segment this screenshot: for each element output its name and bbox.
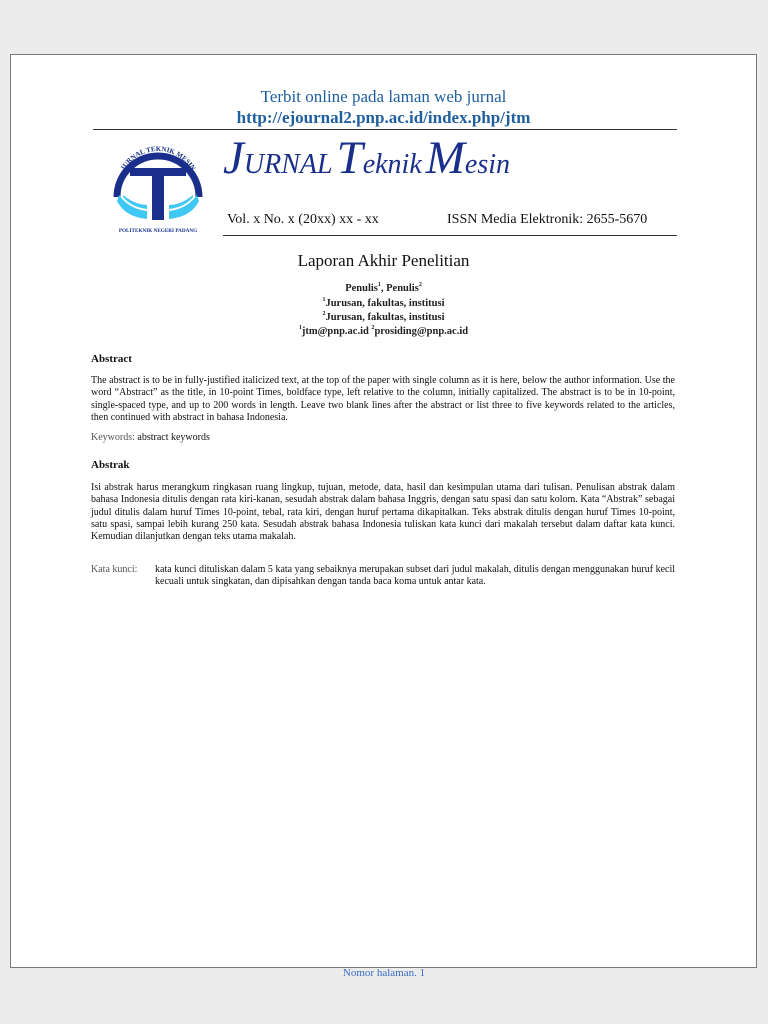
keywords-value: abstract keywords — [137, 432, 210, 443]
author-emails: $^1$jtm@pnp.ac.id $^2$prosiding@pnp.ac.id — [298, 325, 469, 337]
affiliation-1: $^1$Jurusan, fakultas, institusi — [322, 297, 445, 309]
header-bottom-rule — [223, 235, 677, 236]
affiliation-2: $^2$Jurusan, fakultas, institusi — [322, 311, 445, 323]
abstract-text: The abstract is to be in fully-justified italicized text, at the top of the paper with single column as it is here, below the author information. Use the word “Abstract” as the title, in 10-point Times, boldface type, left relative to the column, initially capitalized. The abstract is to be in 10-point, single-spaced type, and up to 200 words in length. Leave two blank lines after the abstract or list three to five keywords related to the articles, then continued with abstract in bahasa Indonesia. — [91, 375, 675, 423]
logo-top-text: JURNAL TEKNIK MESIN — [118, 144, 198, 172]
abstract-heading: Abstract — [91, 353, 132, 365]
page-number: Nomor halaman. 1 — [342, 967, 426, 979]
author-line: Penulis$^1$, Penulis$^2$ — [345, 282, 422, 294]
logo-bottom-text: POLITEKNIK NEGERI PADANG — [118, 228, 198, 234]
keywords-label: Keywords: — [91, 432, 138, 443]
abstrak-heading: Abstrak — [91, 459, 130, 471]
paper-title: Laporan Akhir Penelitian — [297, 251, 470, 270]
journal-name: JURNAL Teknik Mesin — [223, 132, 511, 184]
issn-info: ISSN Media Elektronik: 2655-5670 — [447, 212, 648, 227]
keywords-line — [91, 432, 210, 443]
journal-logo — [105, 135, 211, 241]
publication-note: Terbit online pada laman web jurnal — [260, 87, 507, 106]
kata-kunci-block — [91, 564, 675, 589]
volume-info: Vol. x No. x (20xx) xx - xx — [227, 212, 379, 227]
kata-kunci-label: Kata kunci: — [91, 564, 138, 575]
header-top-rule — [93, 129, 677, 130]
abstrak-text: Isi abstrak harus merangkum ringkasan ruang lingkup, tujuan, metode, data, hasil dan kesimpulan utama dari tulisan. Penulisan abstrak dalam bahasa Indonesia ditulis dengan rata kiri-kanan, sesudah abstrak dalam bahasa Inggris, dengan satu spasi dan satu kolom. Kata “Abstrak” sebagai judul ditulis dalam huruf Times 10-point, tebal, rata kiri, dengan huruf pertama dikapitalkan. Teks abstrak ditulis dengan huruf Times 10-point, satu spasi, sampai lebih kurang 250 kata. Sesudah abstrak bahasa Indonesia tuliskan kata kunci dari makalah tersebut dalam daftar kata kunci. Kemudian dilanjutkan dengan teks utama makalah. — [91, 482, 675, 543]
kata-kunci-value: kata kunci dituliskan dalam 5 kata yang sebaiknya merupakan subset dari judul makalah, ditulis dengan menggunakan huruf kecil kecuali untuk singkatan, dan dipisahkan dengan tanda baca koma untuk antar kata. — [155, 564, 675, 588]
journal-url-link[interactable]: http://ejournal2.pnp.ac.id/index.php/jtm — [236, 108, 531, 127]
document-page — [10, 54, 757, 968]
